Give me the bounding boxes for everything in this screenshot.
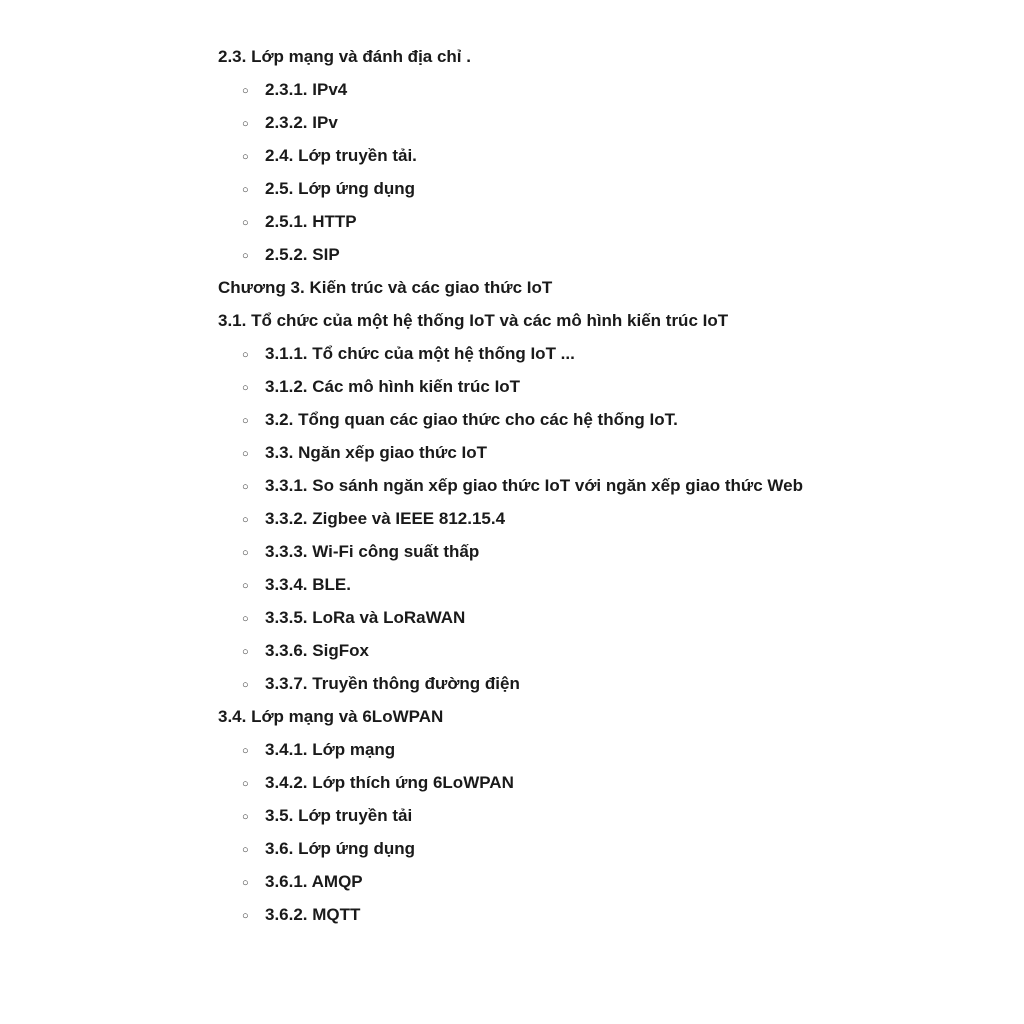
toc-list-item: [218, 337, 858, 370]
toc-item-text: 2.3.1. IPv4: [265, 80, 348, 99]
circle-bullet-icon: ○: [242, 217, 249, 229]
toc-item-text: 3.5. Lớp truyền tải: [265, 806, 413, 825]
circle-bullet-icon: ○: [242, 778, 249, 790]
circle-bullet-icon: ○: [242, 877, 249, 889]
circle-bullet-icon: ○: [242, 118, 249, 130]
toc-list-item: [218, 106, 858, 139]
toc-item-text: 3.3.5. LoRa và LoRaWAN: [265, 608, 466, 627]
circle-bullet-icon: ○: [242, 514, 249, 526]
toc-item-text: 3.3.6. SigFox: [265, 641, 369, 660]
toc-list-item: [218, 436, 858, 469]
toc-item-text: 3.4.2. Lớp thích ứng 6LoWPAN: [265, 773, 514, 792]
toc-list-item: [218, 205, 858, 238]
circle-bullet-icon: ○: [242, 646, 249, 658]
toc-list-item: [218, 502, 858, 535]
toc-item-text: 3.4.1. Lớp mạng: [265, 740, 396, 759]
circle-bullet-icon: ○: [242, 85, 249, 97]
toc-list-item: [218, 73, 858, 106]
toc-item-text: 2.5. Lớp ứng dụng: [265, 179, 415, 198]
toc-item-text: 3.3.2. Zigbee và IEEE 812.15.4: [265, 509, 506, 528]
toc-item-text: 3.6.1. AMQP: [265, 872, 363, 891]
toc-item-text: 2.5.2. SIP: [265, 245, 340, 264]
toc-item-text: 3.6.2. MQTT: [265, 905, 361, 924]
toc-list-item: [218, 832, 858, 865]
toc-list-item: [218, 568, 858, 601]
circle-bullet-icon: ○: [242, 745, 249, 757]
circle-bullet-icon: ○: [242, 151, 249, 163]
toc-list-item: [218, 799, 858, 832]
toc-list-item: [218, 172, 858, 205]
circle-bullet-icon: ○: [242, 481, 249, 493]
toc-list-item: [218, 733, 858, 766]
toc-list-item: [218, 634, 858, 667]
toc-list-item: [218, 238, 858, 271]
circle-bullet-icon: ○: [242, 547, 249, 559]
toc-item-text: 2.3.2. IPv: [265, 113, 338, 132]
toc-item-text: 3.3.1. So sánh ngăn xếp giao thức IoT với ngăn xếp giao thức Web: [265, 476, 803, 495]
circle-bullet-icon: ○: [242, 250, 249, 262]
circle-bullet-icon: ○: [242, 613, 249, 625]
circle-bullet-icon: ○: [242, 580, 249, 592]
toc-list-item: [218, 601, 858, 634]
circle-bullet-icon: ○: [242, 382, 249, 394]
toc-list-item: [218, 766, 858, 799]
table-of-contents: [218, 40, 858, 931]
toc-list-item: [218, 403, 858, 436]
circle-bullet-icon: ○: [242, 448, 249, 460]
toc-item-text: 3.6. Lớp ứng dụng: [265, 839, 415, 858]
toc-heading: 3.1. Tổ chức của một hệ thống IoT và các mô hình kiến trúc IoT: [218, 311, 729, 330]
toc-list-item: [218, 139, 858, 172]
toc-item-text: 3.1.1. Tổ chức của một hệ thống IoT ...: [265, 344, 575, 363]
circle-bullet-icon: ○: [242, 679, 249, 691]
circle-bullet-icon: ○: [242, 415, 249, 427]
circle-bullet-icon: ○: [242, 184, 249, 196]
toc-item-text: 3.3.7. Truyền thông đường điện: [265, 674, 520, 693]
toc-list-item: [218, 469, 858, 502]
toc-heading: Chương 3. Kiến trúc và các giao thức IoT: [218, 278, 553, 297]
toc-list-item: [218, 535, 858, 568]
toc-item-text: 3.1.2. Các mô hình kiến trúc IoT: [265, 377, 521, 396]
toc-heading: 2.3. Lớp mạng và đánh địa chỉ .: [218, 47, 471, 66]
circle-bullet-icon: ○: [242, 844, 249, 856]
toc-heading: 3.4. Lớp mạng và 6LoWPAN: [218, 707, 444, 726]
toc-item-text: 3.2. Tổng quan các giao thức cho các hệ thống IoT.: [265, 410, 678, 429]
toc-list-item: [218, 865, 858, 898]
toc-item-text: 3.3. Ngăn xếp giao thức IoT: [265, 443, 488, 462]
toc-item-text: 2.4. Lớp truyền tải.: [265, 146, 417, 165]
toc-item-text: 2.5.1. HTTP: [265, 212, 357, 231]
circle-bullet-icon: ○: [242, 349, 249, 361]
circle-bullet-icon: ○: [242, 910, 249, 922]
toc-item-text: 3.3.4. BLE.: [265, 575, 351, 594]
circle-bullet-icon: ○: [242, 811, 249, 823]
toc-item-text: 3.3.3. Wi-Fi công suất thấp: [265, 542, 480, 561]
toc-list-item: [218, 898, 858, 931]
toc-list-item: [218, 667, 858, 700]
toc-list-item: [218, 370, 858, 403]
